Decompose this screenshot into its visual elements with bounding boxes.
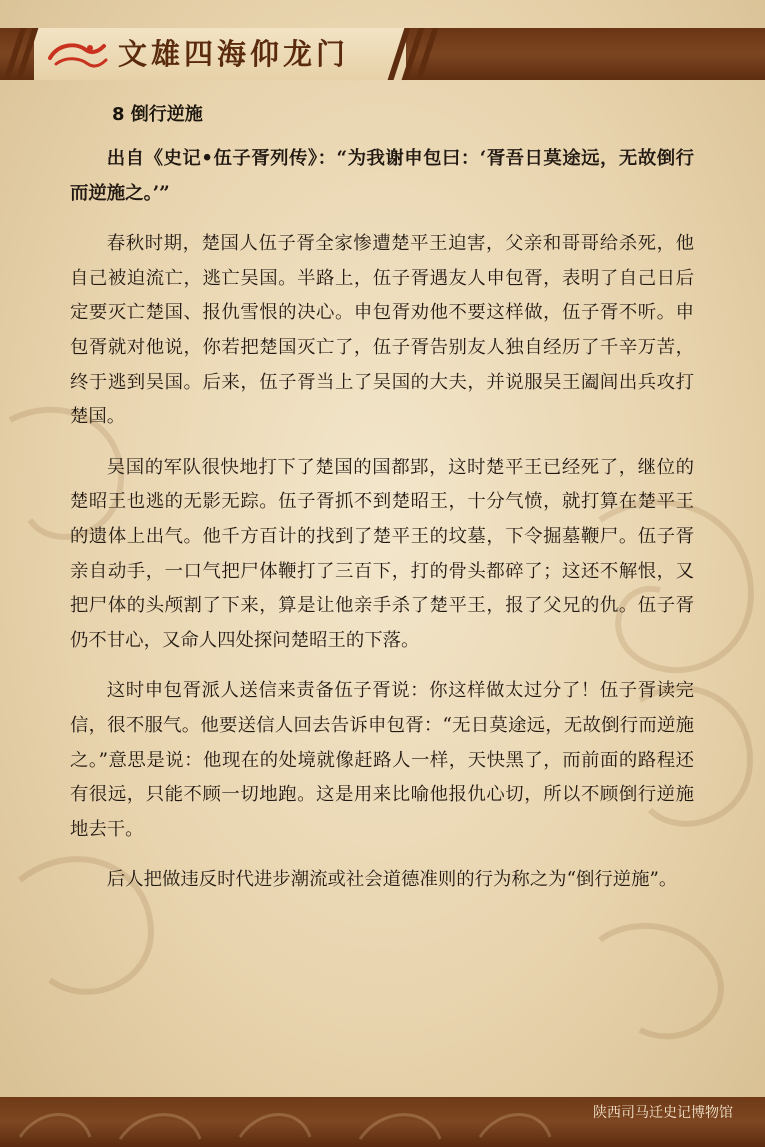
article-paragraph: 春秋时期，楚国人伍子胥全家惨遭楚平王迫害，父亲和哥哥给杀死，他自己被迫流亡，逃亡吴国。半路上，伍子胥遇友人申包胥，表明了自己日后定要灭亡楚国、报仇雪恨的决心。申包胥劝他不要这样做，伍子胥不听。申包胥就对他说，你若把楚国灭亡了，伍子胥告别友人独自经历了千辛万苦，终于逃到吴国。后来，伍子胥当上了吴国的大夫，并说服吴王阖闾出兵攻打楚国。 (70, 233, 694, 428)
article-title: 8 倒行逆施 (112, 104, 203, 125)
brand-slogan: 文雄四海仰龙门 (118, 37, 350, 71)
article-paragraph: 后人把做违反时代进步潮流或社会道德准则的行为称之为“倒行逆施”。 (106, 869, 678, 891)
dragon-cloud-logo-icon (46, 34, 110, 74)
header-band (0, 28, 765, 80)
article-paragraph: 这时申包胥派人送信来责备伍子胥说：你这样做太过分了！伍子胥读完信，很不服气。他要送信人回去告诉申包胥：“无日莫途远，无故倒行而逆施之。”意思是说：他现在的处境就像赶路人一样，天快黑了，而前面的路程还有很远，只能不顾一切地跑。这是用来比喻他报仇心切，所以不顾倒行逆施地去干。 (70, 680, 694, 840)
museum-name: 陕西司马迁史记博物馆 (593, 1105, 733, 1121)
source-quote: 出自《史记•伍子胥列传》：“为我谢申包曰：‘胥吾日莫途远，无故倒行而逆施之。’” (70, 148, 694, 204)
article-paragraph: 吴国的军队很快地打下了楚国的国都郢，这时楚平王已经死了，继位的楚昭王也逃的无影无踪。伍子胥抓不到楚昭王，十分气愤，就打算在楚平王的遗体上出气。他千方百计的找到了楚平王的坟墓，下令掘墓鞭尸。伍子胥亲自动手，一口气把尸体鞭打了三百下，打的骨头都碎了；这还不解恨，又把尸体的头颅割了下来，算是让他亲手杀了楚平王，报了父兄的仇。伍子胥仍不甘心，又命人四处探问楚昭王的下落。 (70, 456, 694, 651)
article-body (70, 142, 694, 914)
